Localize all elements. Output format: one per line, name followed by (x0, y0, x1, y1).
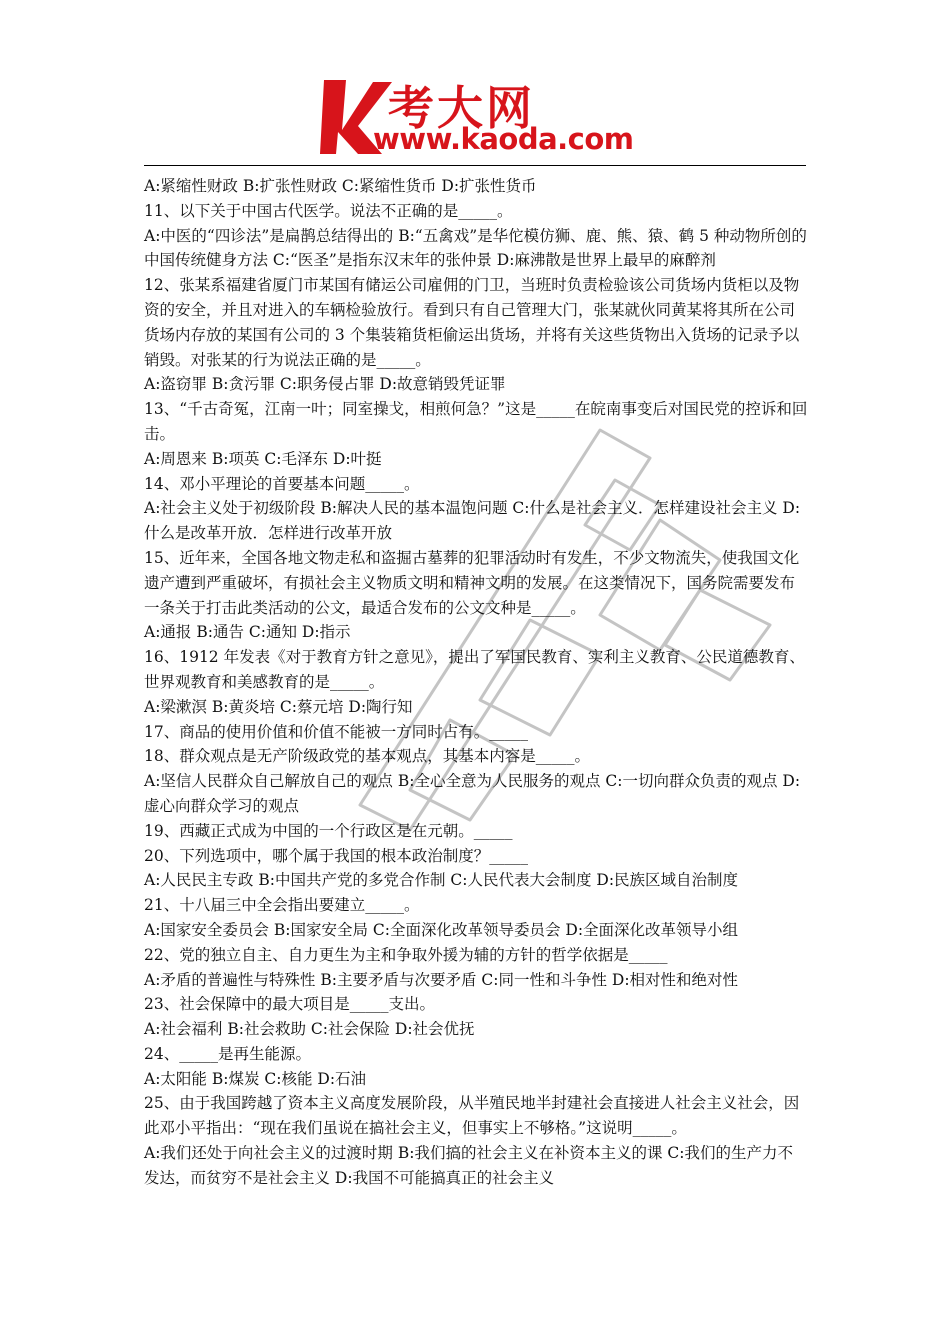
question-text: 24、_____是再生能源。 (144, 1044, 311, 1063)
question-text: 22、党的独立自主、自力更生为主和争取外援为辅的方针的哲学依据是_____ (144, 945, 668, 964)
question-text: 23、社会保障中的最大项目是_____支出。 (144, 995, 435, 1014)
question-text: 14、邓小平理论的首要基本问题_____。 (144, 474, 420, 493)
question-text: 13、“千古奇冤，江南一叶；同室操戈，相煎何急？”这是_____在皖南事变后对国民党的控诉和回击。 (144, 400, 808, 443)
answer-options: A:矛盾的普遍性与特殊性 B:主要矛盾与次要矛盾 C:同一性和斗争性 D:相对性和绝对性 (144, 970, 739, 989)
answer-options: A:社会主义处于初级阶段 B:解决人民的基本温饱问题 C:什么是社会主义．怎样建设社会主义 D:什么是改革开放．怎样进行改革开放 (144, 499, 801, 543)
answer-options: A:梁漱溟 B:黄炎培 C:蔡元培 D:陶行知 (144, 697, 413, 716)
question-text: 15、近年来，全国各地文物走私和盗掘古墓葬的犯罪活动时有发生，不少文物流失，使我国文化遗产遭到严重破坏，有损社会主义物质文明和精神文明的发展。在这类情况下，国务院需要发布一条关于打击此类活动的公文，最适合发布的公文文种是_____。 (144, 548, 800, 617)
answer-options: A:周恩来 B:项英 C:毛泽东 D:叶挺 (144, 449, 382, 468)
question-text: 18、群众观点是无产阶级政党的基本观点，其基本内容是_____。 (144, 747, 590, 766)
answer-options: A:坚信人民群众自己解放自己的观点 B:全心全意为人民服务的观点 C:一切向群众负责的观点 D:虚心向群众学习的观点 (144, 772, 801, 815)
question-text: 21、十八届三中全会指出要建立_____。 (144, 896, 420, 915)
site-title: 考大网 (388, 81, 535, 135)
question-text: 19、西藏正式成为中国的一个行政区是在元朝。_____ (144, 821, 513, 840)
question-text: 17、商品的使用价值和价值不能被一方同时占有。_____ (144, 722, 528, 741)
answer-options: A:社会福利 B:社会救助 C:社会保险 D:社会优抚 (144, 1020, 475, 1039)
site-header (318, 78, 648, 158)
question-text: 11、以下关于中国古代医学。说法不正确的是_____。 (144, 201, 513, 220)
answer-options: A:太阳能 B:煤炭 C:核能 D:石油 (144, 1069, 367, 1088)
header-divider (144, 165, 806, 166)
question-text: 16、1912 年发表《对于教育方针之意见》，提出了军国民教育、实利主义教育、公民道德教育、世界观教育和美感教育的是_____。 (144, 648, 805, 691)
answer-options: A:紧缩性财政 B:扩张性财政 C:紧缩性货币 D:扩张性货币 (144, 177, 537, 195)
question-text: 25、由于我国跨越了资本主义高度发展阶段，从半殖民地半封建社会直接进人社会主义社会，因此邓小平指出：“现在我们虽说在搞社会主义，但事实上不够格。”这说明_____。 (144, 1094, 800, 1138)
site-url[interactable]: www.kaoda.com (373, 122, 634, 156)
question-text: 12、张某系福建省厦门市某国有储运公司雇佣的门卫，当班时负责检验该公司货场内货柜以及物资的安全，并且对进入的车辆检验放行。看到只有自己管理大门，张某就伙同黄某将其所在公司货场内存放的某国有公司的 3 个集装箱货柜偷运出货场，并将有关这些货物出入货场的记录予以销毁。对张某的行为说法正确的是_____。 (144, 276, 800, 369)
answer-options: A:我们还处于向社会主义的过渡时期 B:我们搞的社会主义在补资本主义的课 C:我们的生产力不发达，而贫穷不是社会主义 D:我国不可能搞真正的社会主义 (144, 1144, 793, 1187)
answer-options: A:盗窃罪 B:贪污罪 C:职务侵占罪 D:故意销毁凭证罪 (144, 375, 506, 394)
question-content (144, 174, 808, 1191)
answer-options: A:通报 B:通告 C:通知 D:指示 (144, 623, 351, 642)
answer-options: A:人民民主专政 B:中国共产党的多党合作制 C:人民代表大会制度 D:民族区域自治制度 (144, 871, 739, 890)
question-text: 20、下列选项中，哪个属于我国的根本政治制度？_____ (144, 846, 528, 865)
answer-options: A:国家安全委员会 B:国家安全局 C:全面深化改革领导委员会 D:全面深化改革领导小组 (144, 920, 739, 939)
answer-options: A:中医的“四诊法”是扁鹊总结得出的 B:“五禽戏”是华佗模仿狮、鹿、熊、猿、鹤 5 种动物所创的中国传统健身方法 C:“医圣”是指东汉末年的张仲景 D:麻沸散是世界上最早的麻醉剂 (144, 226, 807, 270)
